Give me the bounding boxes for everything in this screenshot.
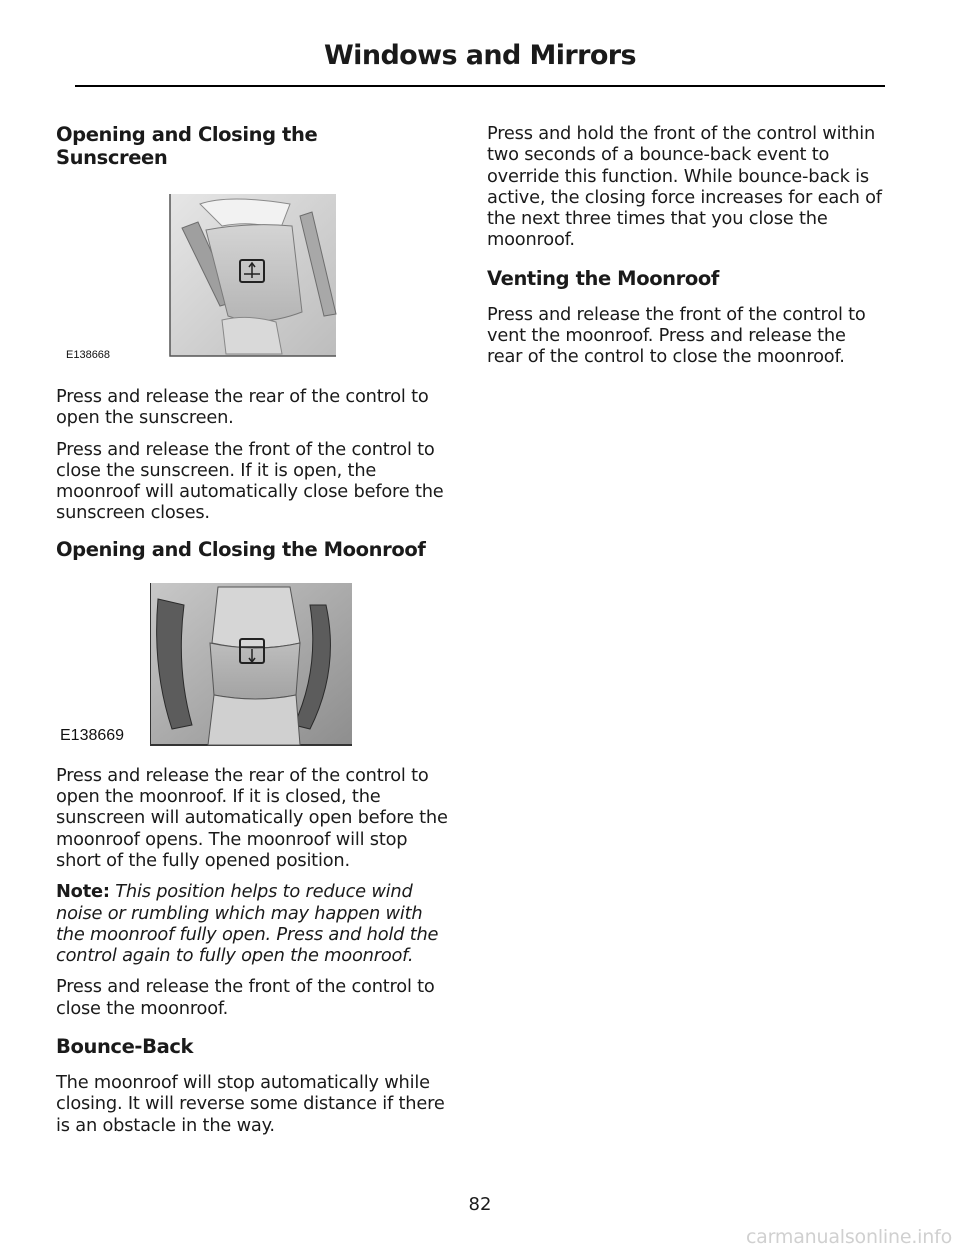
moonroof-heading: Opening and Closing the Moonroof <box>56 537 426 561</box>
note-text: This position helps to reduce wind noise or rumbling which may happen with the moonroof fully open. Press and hold the control again to fully open the moonroof. <box>56 881 439 967</box>
moonroof-control-figure <box>56 579 451 751</box>
venting-paragraph: Press and release the front of the control to vent the moonroof. Press and release the rear of the control to close the moonroof. <box>487 303 866 368</box>
header-divider <box>75 85 885 87</box>
moonroof-close-paragraph: Press and release the front of the control to close the moonroof. <box>56 976 435 1019</box>
moonroof-control-illustration <box>150 579 360 751</box>
bounce-back-paragraph: The moonroof will stop automatically while closing. It will reverse some distance if there is an obstacle in the way. <box>56 1072 445 1136</box>
page-header-title: Windows and Mirrors <box>323 40 636 71</box>
bounce-back-override-paragraph: Press and hold the front of the control within two seconds of a bounce-back event to override this function. While bounce-back is active, the closing force increases for each of the next three times that you close the moonroof. <box>487 123 882 251</box>
sunscreen-control-illustration <box>164 194 444 364</box>
figure-code-e138668: E138668 <box>66 349 111 361</box>
sunscreen-close-paragraph: Press and release the front of the control to close the sunscreen. If it is open, the moonroof will automatically close before the sunscreen closes. <box>56 438 444 524</box>
venting-heading: Venting the Moonroof <box>487 266 719 290</box>
sunscreen-control-figure <box>56 194 451 364</box>
figure-code-e138669: E138669 <box>60 726 125 744</box>
watermark: carmanualsonline.info <box>745 1226 952 1248</box>
bounce-back-heading: Bounce-Back <box>56 1035 194 1059</box>
sunscreen-heading: Opening and Closing the Sunscreen <box>56 123 318 169</box>
moonroof-open-paragraph: Press and release the rear of the control to open the moonroof. If it is closed, the sunscreen will automatically open before the moonroof opens. The moonroof will stop short of the fully opened position. <box>56 764 448 871</box>
moonroof-note <box>56 881 451 966</box>
page-number: 82 <box>468 1194 492 1215</box>
right-column <box>487 123 882 368</box>
note-label: Note: <box>56 881 110 903</box>
left-column <box>56 123 451 1136</box>
sunscreen-open-paragraph: Press and release the rear of the control to open the sunscreen. <box>56 386 429 429</box>
